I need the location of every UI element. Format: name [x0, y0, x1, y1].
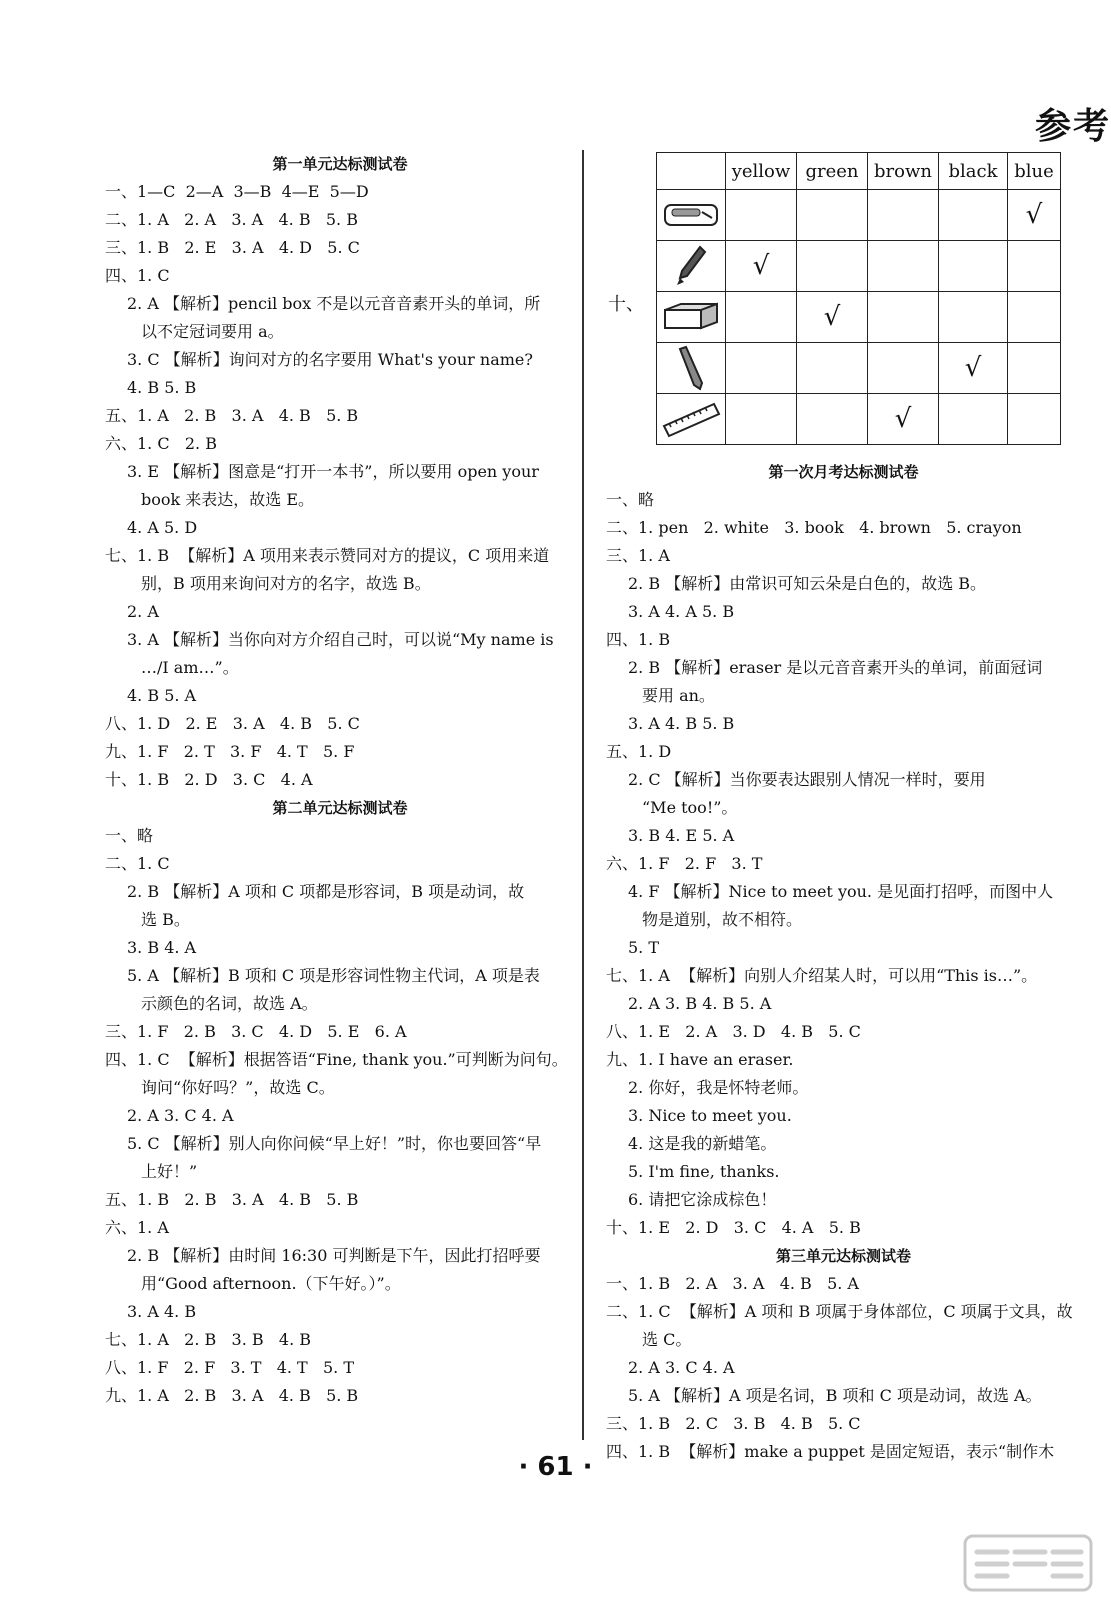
- answer-line: 三、1. F 2. B 3. C 4. D 5. E 6. A: [105, 1022, 407, 1041]
- answer-line: 5. T: [628, 938, 660, 957]
- check-cell: √: [868, 394, 939, 445]
- answer-line: 九、1. A 2. B 3. A 4. B 5. B: [105, 1386, 359, 1405]
- answer-line: 七、1. A 2. B 3. B 4. B: [105, 1330, 312, 1349]
- answer-line: 一、略: [606, 490, 655, 509]
- answer-line: 七、1. B 【解析】A 项用来表示赞同对方的提议，C 项用来道: [105, 546, 550, 565]
- check-cell: √: [726, 241, 797, 292]
- section-title: 第一次月考达标测试卷: [768, 463, 919, 481]
- answer-line: 二、1. pen 2. white 3. book 4. brown 5. crayon: [606, 518, 1022, 537]
- answer-line: 四、1. C 【解析】根据答语“Fine, thank you.”可判断为问句。: [105, 1050, 568, 1069]
- answer-line: 2. B 【解析】由常识可知云朵是白色的，故选 B。: [628, 574, 987, 593]
- answer-line: 4. 这是我的新蜡笔。: [628, 1134, 777, 1153]
- answer-line: 九、1. F 2. T 3. F 4. T 5. F: [105, 742, 355, 761]
- answer-line: 4. F 【解析】Nice to meet you. 是见面打招呼，而图中人: [628, 882, 1054, 901]
- answer-line: 三、1. B 2. C 3. B 4. B 5. C: [606, 1414, 861, 1433]
- check-cell: [1008, 241, 1061, 292]
- table-corner-cell: [657, 153, 726, 190]
- section-title: 第三单元达标测试卷: [775, 1247, 911, 1265]
- pen-icon: [657, 241, 726, 292]
- answer-line: 2. B 【解析】A 项和 C 项都是形容词，B 项是动词，故: [127, 882, 525, 901]
- answer-line: 2. C 【解析】当你要表达跟别人情况一样时，要用: [628, 770, 986, 789]
- answer-line: 3. C 【解析】询问对方的名字要用 What's your name?: [127, 350, 533, 369]
- answer-line: 物是道别，故不相符。: [642, 910, 803, 929]
- answer-line: 3. B 4. E 5. A: [628, 826, 735, 845]
- answer-line: 3. Nice to meet you.: [628, 1106, 792, 1125]
- page-heading: 参考: [1034, 106, 1111, 147]
- check-cell: [726, 394, 797, 445]
- check-cell: [797, 190, 868, 241]
- column-header: brown: [868, 153, 939, 190]
- answer-line: 九、1. I have an eraser.: [606, 1050, 794, 1069]
- table-row: [657, 292, 1061, 343]
- answer-line: 2. 你好，我是怀特老师。: [628, 1078, 809, 1097]
- check-cell: [797, 343, 868, 394]
- check-cell: [939, 190, 1008, 241]
- answer-line: 示颜色的名词，故选 A。: [141, 994, 318, 1013]
- check-cell: [726, 190, 797, 241]
- answer-line: 2. B 【解析】eraser 是以元音音素开头的单词，前面冠词: [628, 658, 1043, 677]
- answer-line: 十、1. E 2. D 3. C 4. A 5. B: [606, 1218, 861, 1237]
- left-column: [105, 150, 575, 1410]
- answer-line: 5. A 【解析】B 项和 C 项是形容词性物主代词，A 项是表: [127, 966, 540, 985]
- check-cell: √: [797, 292, 868, 343]
- answer-line: 别，B 项用来询问对方的名字，故选 B。: [141, 574, 431, 593]
- check-cell: [939, 241, 1008, 292]
- answer-line: 要用 an。: [642, 686, 715, 705]
- answer-line: 五、1. A 2. B 3. A 4. B 5. B: [105, 406, 359, 425]
- answer-line: 四、1. B 【解析】make a puppet 是固定短语，表示“制作木: [606, 1442, 1055, 1461]
- answer-line: 2. A 【解析】pencil box 不是以元音音素开头的单词，所: [127, 294, 541, 313]
- answer-line: 八、1. E 2. A 3. D 4. B 5. C: [606, 1022, 861, 1041]
- answer-line: 七、1. A 【解析】向别人介绍某人时，可以用“This is…”。: [606, 966, 1038, 985]
- pencil-icon: [657, 343, 726, 394]
- answer-line: 六、1. A: [105, 1218, 169, 1237]
- answer-line: 四、1. C: [105, 266, 170, 285]
- page-number: · 61 ·: [518, 1452, 593, 1482]
- section-title: 第一单元达标测试卷: [272, 155, 408, 173]
- check-cell: [1008, 292, 1061, 343]
- answer-line: 用“Good afternoon.（下午好。）”。: [141, 1274, 401, 1293]
- answer-line: 选 C。: [642, 1330, 692, 1349]
- table-question-label: 十、: [608, 294, 644, 315]
- answer-line: 2. A 3. B 4. B 5. A: [628, 994, 772, 1013]
- table-row: [657, 394, 1061, 445]
- answer-line: 五、1. D: [606, 742, 672, 761]
- pencil-box-icon: [657, 190, 726, 241]
- answer-line: 4. B 5. A: [127, 686, 197, 705]
- answer-line: “Me too!”。: [642, 798, 738, 817]
- answer-line: 四、1. B: [606, 630, 671, 649]
- check-cell: [726, 343, 797, 394]
- column-header: blue: [1008, 153, 1061, 190]
- ruler-icon: [657, 394, 726, 445]
- answer-line: 3. A 4. A 5. B: [628, 602, 735, 621]
- check-cell: [939, 292, 1008, 343]
- column-header: green: [797, 153, 868, 190]
- answer-line: …/I am…”。: [141, 658, 239, 677]
- answer-line: 2. A 3. C 4. A: [127, 1106, 234, 1125]
- answer-line: 八、1. F 2. F 3. T 4. T 5. T: [105, 1358, 355, 1377]
- answer-line: 八、1. D 2. E 3. A 4. B 5. C: [105, 714, 360, 733]
- check-cell: [939, 394, 1008, 445]
- eraser-icon: [657, 292, 726, 343]
- answer-line: 5. A 【解析】A 项是名词，B 项和 C 项是动词，故选 A。: [628, 1386, 1042, 1405]
- table-row: [657, 241, 1061, 292]
- answer-line: 上好！”: [141, 1162, 198, 1181]
- answer-line: 4. A 5. D: [127, 518, 198, 537]
- answer-line: 3. A 4. B 5. B: [628, 714, 735, 733]
- answer-line: 六、1. C 2. B: [105, 434, 217, 453]
- column-header: yellow: [726, 153, 797, 190]
- check-cell: [868, 343, 939, 394]
- check-cell: [1008, 394, 1061, 445]
- answer-line: 三、1. A: [606, 546, 670, 565]
- answer-line: book 来表达，故选 E。: [141, 490, 315, 509]
- table-header-row: [657, 153, 1061, 190]
- answer-line: 六、1. F 2. F 3. T: [606, 854, 763, 873]
- check-cell: [868, 241, 939, 292]
- answer-line: 三、1. B 2. E 3. A 4. D 5. C: [105, 238, 360, 257]
- answer-line: 2. A 3. C 4. A: [628, 1358, 735, 1377]
- column-divider: [582, 150, 584, 1440]
- answer-line: 4. B 5. B: [127, 378, 197, 397]
- section-title: 第二单元达标测试卷: [272, 799, 408, 817]
- answer-line: 询问“你好吗？”，故选 C。: [141, 1078, 335, 1097]
- table-row: [657, 343, 1061, 394]
- check-cell: [726, 292, 797, 343]
- table-row: [657, 190, 1061, 241]
- answer-line: 5. I'm fine, thanks.: [628, 1162, 780, 1181]
- check-cell: [868, 190, 939, 241]
- check-cell: [797, 241, 868, 292]
- answer-line: 3. B 4. A: [127, 938, 197, 957]
- answer-line: 3. A 【解析】当你向对方介绍自己时，可以说“My name is: [127, 630, 554, 649]
- check-cell: √: [1008, 190, 1061, 241]
- answer-line: 以不定冠词要用 a。: [141, 322, 284, 341]
- answer-line: 二、1. C: [105, 854, 170, 873]
- answer-line: 6. 请把它涂成棕色！: [628, 1190, 777, 1209]
- watermark-logo: [963, 1534, 1093, 1592]
- check-cell: [868, 292, 939, 343]
- right-column: [606, 458, 1081, 1466]
- answer-line: 二、1. A 2. A 3. A 4. B 5. B: [105, 210, 358, 229]
- answer-line: 选 B。: [141, 910, 190, 929]
- answer-line: 二、1. C 【解析】A 项和 B 项属于身体部位，C 项属于文具，故: [606, 1302, 1073, 1321]
- check-cell: [1008, 343, 1061, 394]
- answer-line: 3. A 4. B: [127, 1302, 197, 1321]
- answer-line: 2. A: [127, 602, 159, 621]
- answer-line: 2. B 【解析】由时间 16:30 可判断是下午，因此打招呼要: [127, 1246, 541, 1265]
- answer-line: 十、1. B 2. D 3. C 4. A: [105, 770, 313, 789]
- answer-line: 一、1—C 2—A 3—B 4—E 5—D: [105, 182, 369, 201]
- color-check-table: [656, 152, 1061, 445]
- answer-line: 一、略: [105, 826, 154, 845]
- check-cell: √: [939, 343, 1008, 394]
- answer-line: 3. E 【解析】图意是“打开一本书”，所以要用 open your: [127, 462, 539, 481]
- check-cell: [797, 394, 868, 445]
- answer-line: 一、1. B 2. A 3. A 4. B 5. A: [606, 1274, 859, 1293]
- column-header: black: [939, 153, 1008, 190]
- answer-line: 5. C 【解析】别人向你问候“早上好！”时，你也要回答“早: [127, 1134, 542, 1153]
- answer-line: 五、1. B 2. B 3. A 4. B 5. B: [105, 1190, 359, 1209]
